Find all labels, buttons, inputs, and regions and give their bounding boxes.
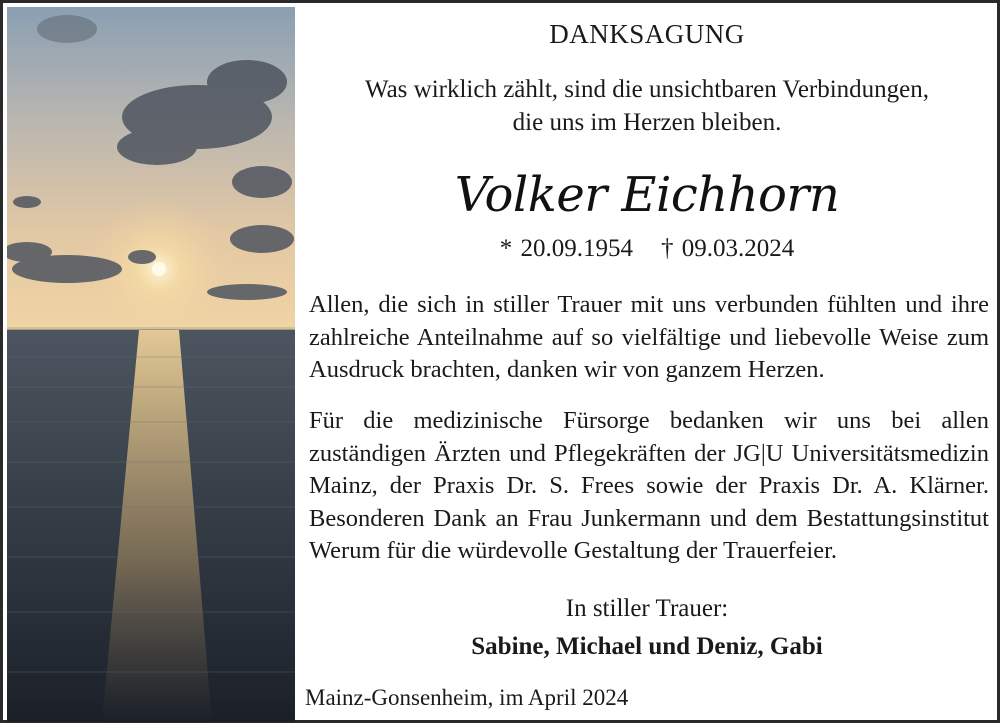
life-dates — [295, 235, 999, 263]
thanks-paragraph-1: Allen, die sich in stiller Trauer mit uns verbunden fühlten und ihre zahlreiche Anteilnahme auf so vielfältige und liebevolle Weise zum Ausdruck brachten, danken wir von ganzem Herzen. — [309, 291, 989, 383]
notice-quote — [295, 73, 999, 139]
notice-heading: DANKSAGUNG — [549, 19, 745, 49]
quote-line-1: Was wirklich zählt, sind die unsichtbaren Verbindungen, — [364, 76, 930, 103]
deceased-name: Volker Eichhorn — [454, 167, 840, 223]
place-and-date: Mainz-Gonsenheim, im April 2024 — [305, 685, 629, 710]
thanks-paragraph-2: Für die medizinische Fürsorge bedanken wir uns bei allen zuständigen Ärzten und Pflegekräften der JG|U Universitätsmedizin Mainz, der Praxis Dr. S. Frees sowie der Praxis Dr. A. Klärner. Besonderen Dank an Frau Junkermann und dem Bestattungsinstitut Werum für die würdevolle Gestaltung der Trauerfeier. — [309, 407, 989, 564]
quote-line-2: die uns im Herzen bleiben. — [512, 109, 782, 136]
notice-text-area — [295, 7, 999, 722]
death-date: † 09.03.2024 — [661, 235, 795, 262]
closing-line: In stiller Trauer: — [565, 595, 729, 622]
signers: Sabine, Michael und Deniz, Gabi — [471, 633, 823, 660]
sunset-sea-photo — [7, 7, 295, 722]
sunset-sea-image — [7, 7, 295, 722]
birth-date: * 20.09.1954 — [499, 235, 633, 262]
